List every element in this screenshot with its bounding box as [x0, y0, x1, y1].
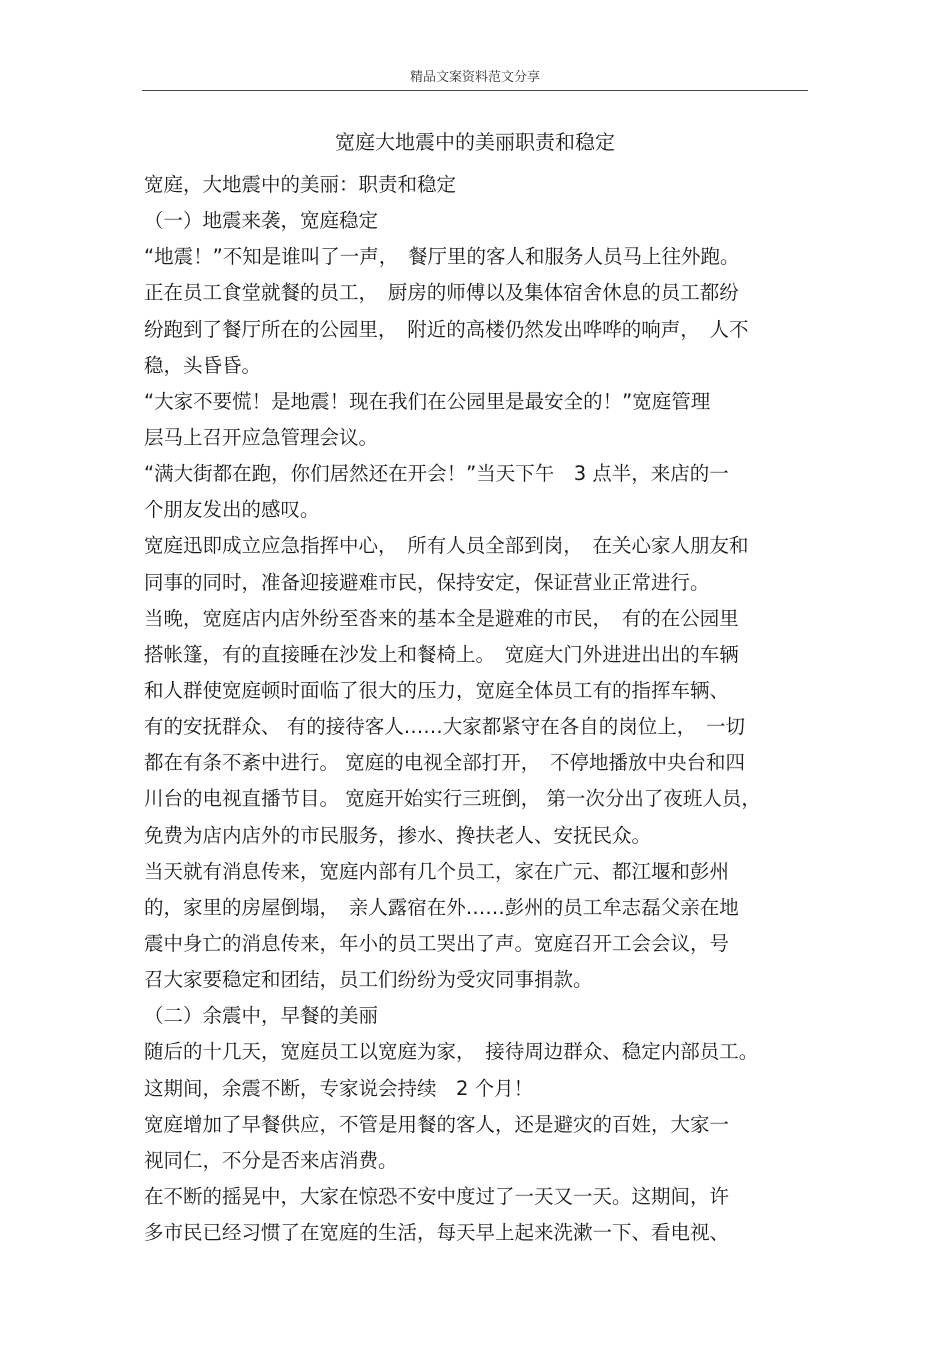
body-line: 这期间，余震不断，专家说会持续 2 个月！: [144, 1076, 534, 1100]
document-title: 宽庭大地震中的美丽职责和稳定: [335, 130, 615, 154]
page-header: 精品文案资料范文分享: [409, 70, 540, 85]
body-line: 川台的电视直播节目。 宽庭开始实行三班倒， 第一次分出了夜班人员，: [144, 787, 761, 811]
body-line: 当天就有消息传来，宽庭内部有几个员工，家在广元、都江堰和彭州: [144, 859, 730, 883]
body-line: 免费为店内店外的市民服务，掺水、搀扶老人、安抚民众。: [144, 823, 652, 847]
body-line: （二）余震中，早餐的美丽: [144, 1004, 379, 1028]
body-line: 宽庭增加了早餐供应，不管是用餐的客人，还是避灾的百姓，大家一: [144, 1112, 730, 1136]
body-line: “大家不要慌！是地震！现在我们在公园里是最安全的！”宽庭管理: [144, 389, 711, 413]
body-line: 多市民已经习惯了在宽庭的生活，每天早上起来洗漱一下、看电视、: [144, 1221, 730, 1245]
body-line: 震中身亡的消息传来，年小的员工哭出了声。宽庭召开工会会议，号: [144, 931, 730, 955]
body-line: 的，家里的房屋倒塌， 亲人露宿在外……彭州的员工牟志磊父亲在地: [144, 895, 739, 919]
body-line: 宽庭迅即成立应急指挥中心， 所有人员全部到岗， 在关心家人朋友和: [144, 534, 749, 558]
body-line: 都在有条不紊中进行。 宽庭的电视全部打开， 不停地播放中央台和四: [144, 751, 745, 775]
document-body: [144, 167, 809, 1251]
body-line: 召大家要稳定和团结，员工们纷纷为受灾同事捐款。: [144, 968, 593, 992]
body-line: （一）地震来袭，宽庭稳定: [144, 209, 379, 233]
body-line: 和人群使宽庭顿时面临了很大的压力，宽庭全体员工有的指挥车辆、: [144, 678, 730, 702]
body-line: 层马上召开应急管理会议。: [144, 425, 379, 449]
body-line: 稳，头昏昏。: [144, 353, 262, 377]
body-line: “满大街都在跑，你们居然还在开会！”当天下午 3 点半，来店的一: [144, 462, 729, 486]
body-line: 有的安抚群众、 有的接待客人……大家都紧守在各自的岗位上， 一切: [144, 715, 745, 739]
body-line: 随后的十几天，宽庭员工以宽庭为家， 接待周边群众、稳定内部员工。: [144, 1040, 759, 1064]
body-line: 同事的同时，准备迎接避难市民，保持安定，保证营业正常进行。: [144, 570, 710, 594]
body-line: 搭帐篷，有的直接睡在沙发上和餐椅上。 宽庭大门外进进出出的车辆: [144, 642, 739, 666]
body-line: 宽庭，大地震中的美丽：职责和稳定: [144, 173, 457, 196]
header-divider: [142, 90, 808, 91]
body-line: 在不断的摇晃中，大家在惊恐不安中度过了一天又一天。这期间，许: [144, 1184, 730, 1208]
body-line: 纷跑到了餐厅所在的公园里， 附近的高楼仍然发出哗哗的响声， 人不: [144, 317, 749, 341]
body-line: 当晚，宽庭店内店外纷至沓来的基本全是避难的市民， 有的在公园里: [144, 606, 739, 630]
body-line: 正在员工食堂就餐的员工， 厨房的师傅以及集体宿舍休息的员工都纷: [144, 281, 739, 305]
body-line: “地震！”不知是谁叫了一声， 餐厅里的客人和服务人员马上往外跑。: [144, 245, 740, 269]
body-line: 个朋友发出的感叹。: [144, 498, 320, 522]
body-line: 视同仁，不分是否来店消费。: [144, 1148, 398, 1172]
